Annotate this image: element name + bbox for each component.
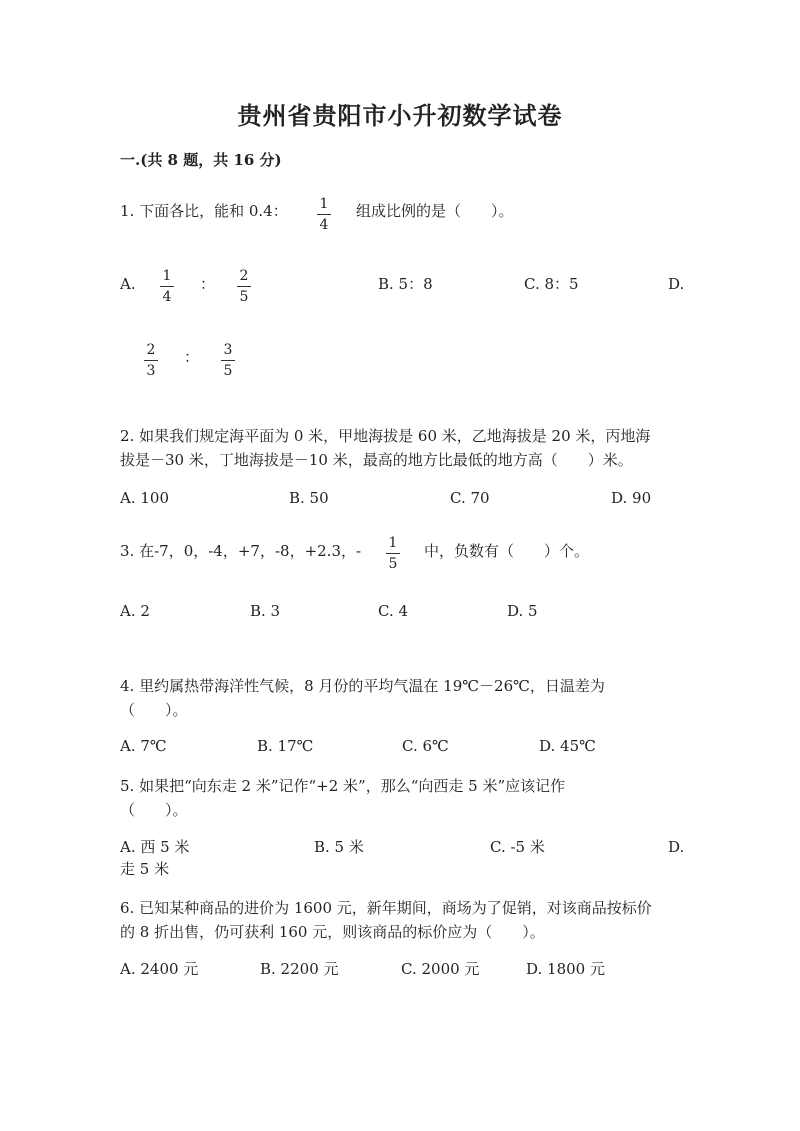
q4-option-d: D. 45℃ xyxy=(539,737,596,755)
q1-option-a-fraction-1 xyxy=(156,268,178,305)
fraction-bar xyxy=(221,360,235,361)
q1-stem-end: 组成比例的是（ ）。 xyxy=(356,202,514,220)
q4-stem-line-1: 4. 里约属热带海洋性气候，8 月份的平均气温在 19℃－26℃，日温差为 xyxy=(120,677,605,695)
fraction-bar xyxy=(386,553,400,554)
q6-option-b: B. 2200 元 xyxy=(260,960,339,978)
q1-option-d-fraction-2 xyxy=(217,342,239,379)
q3-stem-start: 3. 在-7，0，-4，+7，-8，+2.3，- xyxy=(120,542,362,560)
q3-stem-end: 中，负数有（ ）个。 xyxy=(424,542,590,560)
q4-stem-line-2: （ ）。 xyxy=(120,701,188,719)
q2-option-c: C. 70 xyxy=(450,489,490,507)
fraction-denominator: 5 xyxy=(239,289,249,305)
q3-option-c: C. 4 xyxy=(378,602,409,620)
q2-stem-line-1: 2. 如果我们规定海平面为 0 米，甲地海拔是 60 米，乙地海拔是 20 米，丙地海 xyxy=(120,427,651,445)
q6-option-d: D. 1800 元 xyxy=(526,960,605,978)
q1-option-a-fraction-2 xyxy=(233,268,255,305)
fraction-denominator: 3 xyxy=(146,363,156,379)
fraction-numerator: 3 xyxy=(223,342,233,358)
q5-stem-line-2: （ ）。 xyxy=(120,801,188,819)
fraction-numerator: 1 xyxy=(162,268,172,284)
q1-option-a-label: A. xyxy=(120,275,136,293)
q1-option-d-colon: ： xyxy=(184,348,200,366)
q1-option-d-fraction-1 xyxy=(140,342,162,379)
q6-option-c: C. 2000 元 xyxy=(401,960,480,978)
q3-stem-fraction xyxy=(382,535,404,572)
fraction-bar xyxy=(317,214,331,215)
q5-option-b: B. 5 米 xyxy=(314,838,364,856)
fraction-denominator: 5 xyxy=(223,363,233,379)
q5-stem-line-1: 5. 如果把“向东走 2 米”记作“+2 米”，那么“向西走 5 米”应该记作 xyxy=(120,777,566,795)
q6-option-a: A. 2400 元 xyxy=(120,960,199,978)
q1-stem-start: 1. 下面各比，能和 0.4： xyxy=(120,202,288,220)
fraction-bar xyxy=(237,286,251,287)
fraction-numerator: 1 xyxy=(319,196,329,212)
q1-option-a-colon: ： xyxy=(200,275,216,293)
fraction-bar xyxy=(160,286,174,287)
q6-stem-line-1: 6. 已知某种商品的进价为 1600 元，新年期间，商场为了促销，对该商品按标价 xyxy=(120,899,652,917)
q3-option-b: B. 3 xyxy=(250,602,281,620)
fraction-denominator: 4 xyxy=(162,289,172,305)
q4-option-a: A. 7℃ xyxy=(120,737,167,755)
q2-option-a: A. 100 xyxy=(120,489,169,507)
q4-option-c: C. 6℃ xyxy=(402,737,449,755)
q2-stem-line-2: 拔是－30 米，丁地海拔是－10 米，最高的地方比最低的地方高（ ）米。 xyxy=(120,451,633,469)
page-title: 贵州省贵阳市小升初数学试卷 xyxy=(237,101,563,130)
fraction-numerator: 2 xyxy=(146,342,156,358)
q1-stem-fraction xyxy=(313,196,335,233)
q2-option-d: D. 90 xyxy=(611,489,652,507)
q5-option-d-continued: 走 5 米 xyxy=(120,860,170,878)
q4-option-b: B. 17℃ xyxy=(257,737,314,755)
section-heading: 一.(共 8 题，共 16 分) xyxy=(120,151,282,169)
fraction-numerator: 1 xyxy=(388,535,398,551)
fraction-denominator: 5 xyxy=(388,556,398,572)
q2-option-b: B. 50 xyxy=(289,489,329,507)
q6-stem-line-2: 的 8 折出售，仍可获利 160 元，则该商品的标价应为（ ）。 xyxy=(120,923,545,941)
q3-option-d: D. 5 xyxy=(507,602,538,620)
q1-option-b: B. 5：8 xyxy=(378,275,433,293)
q5-option-c: C. -5 米 xyxy=(490,838,545,856)
q3-option-a: A. 2 xyxy=(120,602,150,620)
fraction-numerator: 2 xyxy=(239,268,249,284)
fraction-denominator: 4 xyxy=(319,217,329,233)
q1-option-d-label: D. xyxy=(668,275,685,293)
q5-option-d: D. xyxy=(668,838,685,856)
q5-option-a: A. 西 5 米 xyxy=(120,838,190,856)
fraction-bar xyxy=(144,360,158,361)
q1-option-c: C. 8：5 xyxy=(524,275,579,293)
